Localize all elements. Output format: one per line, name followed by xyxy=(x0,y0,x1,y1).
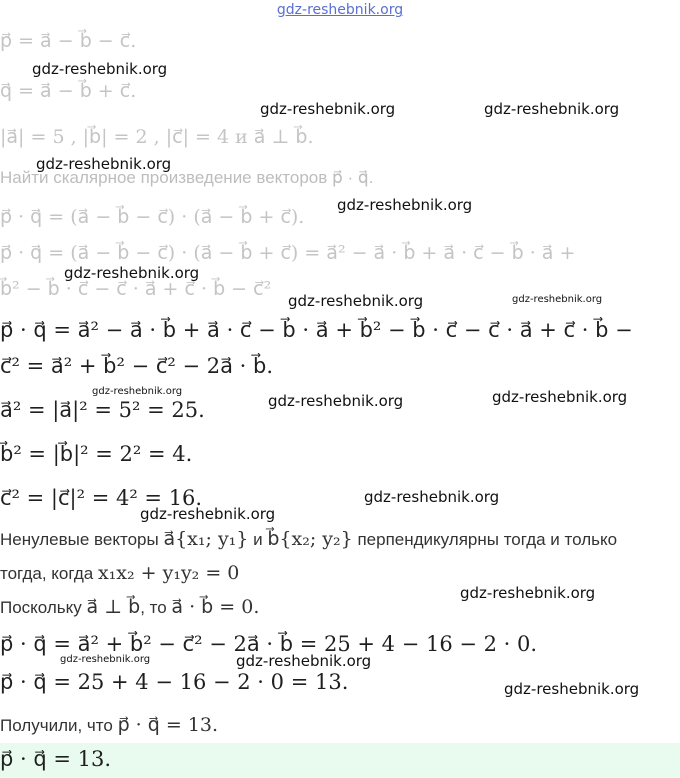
text: тогда, когда xyxy=(0,564,94,583)
text: перпендикулярны тогда и только xyxy=(357,530,618,549)
b-squared: b⃗² = |b⃗|² = 2² = 4. xyxy=(0,442,193,466)
watermark: gdz-reshebnik.org xyxy=(460,584,596,602)
result-sentence xyxy=(0,714,218,736)
condition-formula: x₁x₂ + y₁y₂ = 0 xyxy=(97,562,240,584)
watermark: gdz-reshebnik.org xyxy=(492,388,628,406)
given-moduli: |a⃗| = 5 , |b⃗| = 2 , |c⃗| = 4 и a⃗ ⊥ b⃗. xyxy=(0,126,314,148)
watermark: gdz-reshebnik.org xyxy=(260,100,396,118)
watermark: gdz-reshebnik.org xyxy=(512,294,603,305)
text: Ненулевые векторы xyxy=(0,530,159,549)
expansion-3: b⃗² − b⃗ · c⃗ − c⃗ · a⃗ + c⃗ · b⃗ − c⃗² xyxy=(0,278,272,300)
task-statement: Найти скалярное произведение векторов p⃗ · q⃗. xyxy=(0,168,374,187)
text: Получили, что xyxy=(0,716,113,735)
watermark: gdz-reshebnik.org xyxy=(268,392,404,410)
watermark: gdz-reshebnik.org xyxy=(337,196,473,214)
watermark: gdz-reshebnik.org xyxy=(92,386,183,397)
watermark: gdz-reshebnik.org xyxy=(60,654,151,665)
a-squared: a⃗² = |a⃗|² = 5² = 25. xyxy=(0,398,205,422)
watermark: gdz-reshebnik.org xyxy=(140,505,276,523)
result-formula: p⃗ · q⃗ = 13. xyxy=(117,714,219,736)
watermark: gdz-reshebnik.org xyxy=(36,155,172,173)
product-expansion: p⃗ · q⃗ = a⃗² − a⃗ · b⃗ + a⃗ · c⃗ − b⃗ · a⃗ + b⃗² − b⃗ · c⃗ − c⃗ · a⃗ + c⃗ · b⃗ − xyxy=(0,318,633,342)
final-answer: p⃗ · q⃗ = 13. xyxy=(0,747,112,771)
product-simplified: c⃗² = a⃗² + b⃗² − c⃗² − 2a⃗ · b⃗. xyxy=(0,354,274,378)
c-squared: c⃗² = |c⃗|² = 4² = 16. xyxy=(0,486,203,510)
expansion-1: p⃗ · q⃗ = (a⃗ − b⃗ − c⃗) · (a⃗ − b⃗ + c⃗). xyxy=(0,206,305,228)
watermark: gdz-reshebnik.org xyxy=(504,680,640,698)
perp-formula: a⃗ ⊥ b⃗ xyxy=(86,596,141,618)
perpendicular-condition-1 xyxy=(0,528,617,550)
expansion-2: p⃗ · q⃗ = (a⃗ − b⃗ − c⃗) · (a⃗ − b⃗ + c⃗) = a⃗² − a⃗ · b⃗ + a⃗ · c⃗ − b⃗ · a⃗ + xyxy=(0,242,576,264)
top-watermark-link[interactable]: gdz-reshebnik.org xyxy=(276,2,404,18)
text: , то xyxy=(140,598,167,617)
perpendicular-condition-2 xyxy=(0,562,239,584)
since-perpendicular xyxy=(0,596,259,618)
watermark: gdz-reshebnik.org xyxy=(364,488,500,506)
dot-zero-formula: a⃗ · b⃗ = 0. xyxy=(171,596,260,618)
given-q: q⃗ = a⃗ − b⃗ + c⃗. xyxy=(0,80,137,102)
watermark: gdz-reshebnik.org xyxy=(64,264,200,282)
vector-a-coords: a⃗{x₁; y₁} xyxy=(163,528,249,550)
watermark: gdz-reshebnik.org xyxy=(236,652,372,670)
computation: p⃗ · q⃗ = 25 + 4 − 16 − 2 · 0 = 13. xyxy=(0,670,349,694)
vector-b-coords: b⃗{x₂; y₂} xyxy=(267,528,353,550)
substitution: p⃗ · q⃗ = a⃗² + b⃗² − c⃗² − 2a⃗ · b⃗ = 25 + 4 − 16 − 2 · 0. xyxy=(0,632,538,656)
given-p: p⃗ = a⃗ − b⃗ − c⃗. xyxy=(0,30,137,52)
text: и xyxy=(253,530,263,549)
watermark: gdz-reshebnik.org xyxy=(288,292,424,310)
watermark: gdz-reshebnik.org xyxy=(484,100,620,118)
text: Поскольку xyxy=(0,598,82,617)
watermark: gdz-reshebnik.org xyxy=(32,60,168,78)
